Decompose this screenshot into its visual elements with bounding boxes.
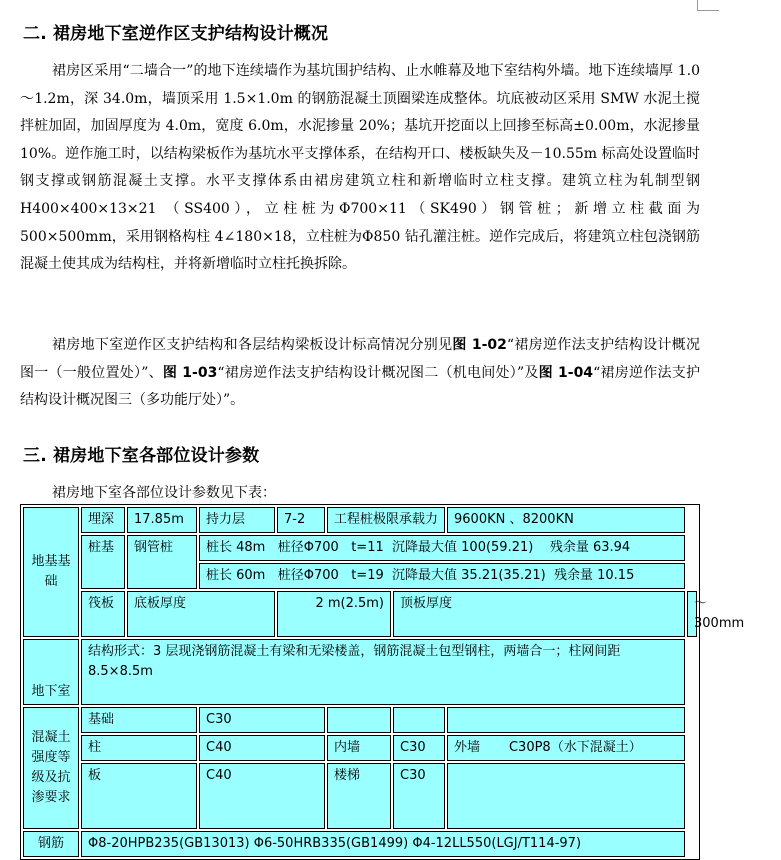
page-corner-mark — [697, 10, 719, 11]
section-heading: 三. 裙房地下室各部位设计参数 — [23, 446, 260, 466]
value-cell: C40 — [199, 735, 325, 761]
table-row — [23, 507, 697, 533]
table-row — [23, 535, 697, 561]
table-row — [23, 831, 697, 857]
value-cell: 钢管桩 — [127, 535, 197, 589]
paragraph-overview: 裙房区采用“二墙合一”的地下连续墙作为基坑围护结构、止水帷幕及地下室结构外墙。地下连续墙厚 1.0～1.2m，深 34.0m，墙顶采用 1.5×1.0m 的钢筋混凝土顶圈梁连成整体。坑底被动区采用 SMW 水泥土搅拌桩加固，加固厚度为 4.0m，宽度 6.0m，水泥掺量 20%；基坑开挖面以上回掺至标高±0.00m，水泥掺量 10%。逆作施工时，以结构梁板作为基坑水平支撑体系，在结构开口、楼板缺失及－10.55m 标高处设置临时钢支撑或钢筋混凝土支撑。水平支撑体系由裙房建筑立柱和新增临时立柱支撑。建筑立柱为轧制型钢 H400×400×13×21 （SS400），立柱桩为Φ700×11（SK490）钢管桩；新增立柱截面为 500×500mm，采用钢格构柱 4∠180×18，立柱桩为Φ850 钻孔灌注桩。逆作完成后，将建筑立柱包浇钢筋混凝土使其成为结构柱，并将新增临时立柱托换拆除。 — [20, 63, 700, 273]
label-cell: 板 — [81, 763, 197, 829]
label-cell: 底板厚度 — [127, 591, 275, 637]
text: “裙房逆作法支护结构设计概况图一（一般位置处）”、 — [20, 337, 700, 381]
table-row — [23, 707, 697, 733]
pile-residual: 残余量 10.15 — [554, 568, 635, 583]
structure-cell: 结构形式：3 层现浇钢筋混凝土有梁和无梁楼盖，钢筋混凝土包型钢柱，两墙合一；柱网间距 8.5×8.5m — [81, 639, 685, 705]
pile-spec-cell — [199, 535, 685, 561]
label-cell: 埋深 — [81, 507, 125, 533]
value-cell: C30 — [393, 763, 445, 829]
category-cell: 地基基础 — [23, 507, 79, 637]
section-heading: 二. 裙房地下室逆作区支护结构设计概况 — [23, 24, 329, 44]
pile-diameter: 桩径Φ700 — [277, 568, 339, 583]
figure-link: 图 1-03 — [162, 364, 218, 381]
value-cell: 17.85m — [127, 507, 197, 533]
value-cell: ～300mm — [687, 591, 697, 637]
pile-thickness: t=19 — [351, 568, 384, 583]
label-cell: 顶板厚度 — [393, 591, 685, 637]
design-parameter-table — [20, 504, 745, 860]
text: “裙房逆作法支护结构设计概况图二（机电间处）”及 — [217, 364, 539, 381]
pile-thickness: t=11 — [351, 540, 384, 555]
outer-wall-cell — [447, 735, 685, 761]
value-cell: C40 — [199, 763, 325, 829]
pile-settlement: 沉降最大值 100(59.21) — [392, 540, 534, 555]
empty-cell — [327, 707, 391, 733]
label-cell: 持力层 — [199, 507, 275, 533]
empty-cell — [393, 707, 445, 733]
label-cell: 楼梯 — [327, 763, 391, 829]
label: 外墙 — [454, 740, 481, 755]
value-cell: 7-2 — [277, 507, 325, 533]
empty-cell — [447, 707, 685, 733]
pile-residual: 残余量 63.94 — [549, 540, 631, 555]
page-corner-mark — [697, 0, 698, 10]
pile-spec-cell — [199, 563, 685, 589]
value-cell: C30 — [393, 735, 445, 761]
text: 裙房地下室逆作区支护结构和各层结构梁板设计标高情况分别见 — [52, 337, 453, 353]
label-cell: 柱 — [81, 735, 197, 761]
table-row — [23, 735, 697, 761]
text: “裙房逆作法支护结构设计概况图三（多功能厅处）”。 — [20, 364, 700, 409]
label-cell: 内墙 — [327, 735, 391, 761]
table-intro: 裙房地下室各部位设计参数见下表： — [52, 485, 276, 501]
rebar-spec-cell: Φ8-20HPB235(GB13013) Φ6-50HRB335(GB1499) Φ4-12LL550(LGJ/T114-97) — [81, 831, 685, 857]
figure-link: 图 1-02 — [452, 337, 507, 353]
table-row — [23, 591, 697, 637]
table-row — [23, 639, 697, 705]
value-cell: 2 m(2.5m) — [277, 591, 391, 637]
value-cell: C30 — [199, 707, 325, 733]
pile-length: 桩长 48m — [206, 540, 266, 555]
value: C30P8（水下混凝土） — [508, 740, 642, 755]
figure-link: 图 1-04 — [538, 364, 594, 381]
empty-cell — [447, 763, 685, 829]
category-cell: 地下室 — [23, 639, 79, 705]
pile-length: 桩长 60m — [206, 568, 266, 583]
label-cell: 基础 — [81, 707, 197, 733]
category-cell: 钢筋 — [23, 831, 79, 857]
label-cell: 筏板 — [81, 591, 125, 637]
table-row — [23, 763, 697, 829]
category-cell: 混凝土强度等级及抗渗要求 — [23, 707, 79, 829]
label-cell: 桩基 — [81, 535, 125, 589]
pile-settlement: 沉降最大值 35.21(35.21) — [392, 568, 546, 583]
pile-diameter: 桩径Φ700 — [277, 540, 339, 555]
value-cell: 9600KN 、8200KN — [447, 507, 685, 533]
label-cell: 工程桩极限承载力 — [327, 507, 445, 533]
paragraph-figure-reference — [20, 332, 700, 415]
